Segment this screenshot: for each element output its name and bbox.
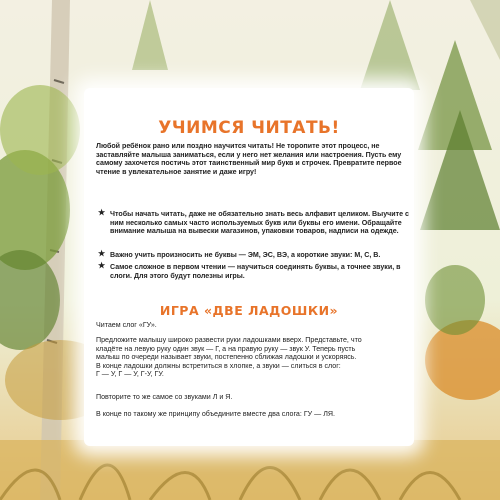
instruction-line: В конце ладошки должны встретиться в хлопке, а звуки — слиться в слог: <box>96 361 341 370</box>
tip-text: Чтобы начать читать, даже не обязательно знать весь алфавит целиком. Выучите с ним несколько самых часто используемых букв или буквы его имени. Обращайте внимание малыша на вывески магазинов, упаковки товаров, надписи на одежде. <box>110 210 409 236</box>
tip-item <box>98 261 412 280</box>
game-title: ИГРА «ДВЕ ЛАДОШКИ» <box>159 303 339 318</box>
instruction-line: кладёте на левую руку один звук — Г, а на правую руку — звук У. Теперь пусть <box>96 344 356 353</box>
game-instructions <box>96 336 412 379</box>
intro-paragraph: Любой ребёнок рано или поздно научится читать! Не торопите этот процесс, не заставляйте малыша заниматься, если у него нет желания или настроения. Пусть ему самому захочется постичь этот таинственный мир букв и строчек. Превратите первое чтение в увлекательное занятие и даже игру! <box>96 142 402 176</box>
game-paragraph: Читаем слог «ГУ». <box>96 321 157 329</box>
star-bullet-icon: ★ <box>98 249 106 258</box>
tip-text: Самое сложное в первом чтении — научиться соединять буквы, а точнее звуки, в слоги. Для этого будут полезны игры. <box>110 263 401 280</box>
star-bullet-icon: ★ <box>98 261 106 270</box>
tip-item <box>98 249 412 260</box>
tip-item <box>98 208 412 236</box>
game-paragraph: В конце по такому же принципу объедините вместе два слога: ГУ — ЛЯ. <box>96 410 335 418</box>
star-bullet-icon: ★ <box>98 208 106 217</box>
instruction-line: Предложите малышу широко развести руки ладошками вверх. Представьте, что <box>96 336 362 344</box>
game-paragraph: Повторите то же самое со звуками Л и Я. <box>96 393 233 401</box>
instruction-line: малыш по очереди называет звуки, постепенно сближая ладошки и ускоряясь. <box>96 353 357 362</box>
tip-text: Важно учить произносить не буквы — ЭМ, ЭС, ВЭ, а короткие звуки: М, С, В. <box>110 251 381 259</box>
instruction-line: Г — У, Г — У, Г-У, ГУ. <box>96 370 164 379</box>
page-title: УЧИМСЯ ЧИТАТЬ! <box>158 118 340 138</box>
